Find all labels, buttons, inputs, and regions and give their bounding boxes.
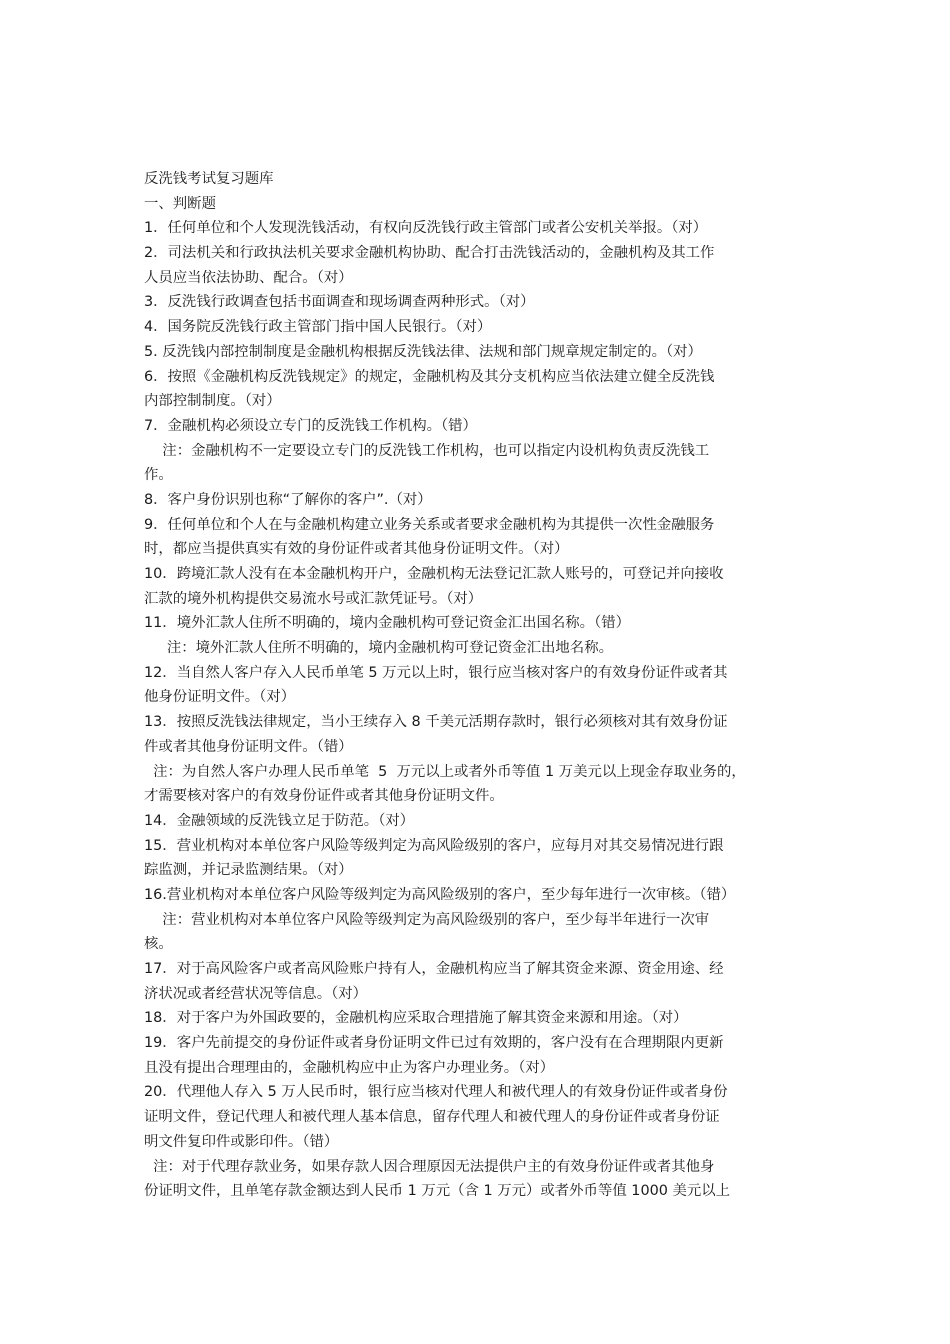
section-heading: 一、判断题 bbox=[144, 195, 216, 212]
text-line: 4．国务院反洗钱行政主管部门指中国人民银行。（对） bbox=[144, 319, 492, 336]
text-line: 3．反洗钱行政调查包括书面调查和现场调查两种形式。（对） bbox=[144, 294, 535, 311]
text-line: 13．按照反洗钱法律规定，当小王续存入 8 千美元活期存款时，银行必须核对其有效身份证 bbox=[144, 714, 728, 731]
text-line: 时，都应当提供真实有效的身份证件或者其他身份证明文件。（对） bbox=[144, 541, 569, 558]
question-list bbox=[144, 216, 810, 1204]
text-line: 证明文件，登记代理人和被代理人基本信息，留存代理人和被代理人的身份证件或者身份证 bbox=[144, 1109, 720, 1126]
text-line: 且没有提出合理理由的，金融机构应中止为客户办理业务。（对） bbox=[144, 1059, 555, 1076]
text-line: 8．客户身份识别也称“了解你的客户”.（对） bbox=[144, 491, 432, 508]
document-title: 反洗钱考试复习题库 bbox=[144, 171, 274, 187]
text-line: 15．营业机构对本单位客户风险等级判定为高风险级别的客户，应每月对其交易情况进行跟 bbox=[144, 837, 724, 854]
text-line: 6．按照《金融机构反洗钱规定》的规定，金融机构及其分支机构应当依法建立健全反洗钱 bbox=[144, 368, 715, 385]
text-line: 作。 bbox=[144, 467, 173, 484]
text-line: 注：境外汇款人住所不明确的，境内金融机构可登记资金汇出地名称。 bbox=[144, 640, 613, 657]
text-line: 汇款的境外机构提供交易流水号或汇款凭证号。（对） bbox=[144, 590, 483, 607]
text-line: 注：营业机构对本单位客户风险等级判定为高风险级别的客户，至少每半年进行一次审 bbox=[144, 911, 710, 928]
text-line: 18．对于客户为外国政要的，金融机构应采取合理措施了解其资金来源和用途。（对） bbox=[144, 1010, 688, 1027]
text-line: 他身份证明文件。（对） bbox=[144, 689, 296, 706]
text-line: 注：金融机构不一定要设立专门的反洗钱工作机构，也可以指定内设机构负责反洗钱工 bbox=[144, 442, 710, 459]
text-line: 核。 bbox=[144, 936, 173, 953]
text-line: 济状况或者经营状况等信息。（对） bbox=[144, 985, 368, 1002]
text-line: 5. 反洗钱内部控制制度是金融机构根据反洗钱法律、法规和部门规章规定制定的。（对） bbox=[144, 343, 702, 360]
text-line: 2．司法机关和行政执法机关要求金融机构协助、配合打击洗钱活动的，金融机构及其工作 bbox=[144, 245, 715, 262]
text-line: 11．境外汇款人住所不明确的，境内金融机构可登记资金汇出国名称。（错） bbox=[144, 615, 631, 632]
text-line: 内部控制制度。（对） bbox=[144, 393, 281, 410]
text-line: 份证明文件，且单笔存款金额达到人民币 1 万元（含 1 万元）或者外币等值 1000 美元以上 bbox=[144, 1183, 731, 1200]
text-line: 人员应当依法协助、配合。（对） bbox=[144, 269, 353, 286]
text-line: 12．当自然人客户存入人民币单笔 5 万元以上时，银行应当核对客户的有效身份证件或者其 bbox=[144, 664, 728, 681]
document-body bbox=[144, 167, 810, 1204]
text-line: 1．任何单位和个人发现洗钱活动，有权向反洗钱行政主管部门或者公安机关举报。（对） bbox=[144, 220, 708, 237]
text-line: 10．跨境汇款人没有在本金融机构开户，金融机构无法登记汇款人账号的，可登记并向接收 bbox=[144, 566, 724, 582]
text-line: 件或者其他身份证明文件。（错） bbox=[144, 738, 353, 755]
text-line: 注：为自然人客户办理人民币单笔 5 万元以上或者外币等值 1 万美元以上现金存取业务的， bbox=[144, 763, 746, 780]
text-line: 20．代理他人存入 5 万人民币时，银行应当核对代理人和被代理人的有效身份证件或者身份 bbox=[144, 1084, 728, 1101]
text-line: 7．金融机构必须设立专门的反洗钱工作机构。（错） bbox=[144, 417, 477, 434]
text-line: 19．客户先前提交的身份证件或者身份证明文件已过有效期的，客户没有在合理期限内更新 bbox=[144, 1035, 724, 1052]
text-line: 注：对于代理存款业务，如果存款人因合理原因无法提供户主的有效身份证件或者其他身 bbox=[144, 1158, 715, 1175]
text-line: 16.营业机构对本单位客户风险等级判定为高风险级别的客户，至少每年进行一次审核。（错） bbox=[144, 886, 736, 903]
text-line: 明文件复印件或影印件。（错） bbox=[144, 1133, 339, 1150]
text-line: 9．任何单位和个人在与金融机构建立业务关系或者要求金融机构为其提供一次性金融服务 bbox=[144, 516, 715, 533]
text-line: 14．金融领域的反洗钱立足于防范。（对） bbox=[144, 812, 415, 829]
text-line: 才需要核对客户的有效身份证件或者其他身份证明文件。 bbox=[144, 788, 504, 805]
text-line: 17．对于高风险客户或者高风险账户持有人，金融机构应当了解其资金来源、资金用途、经 bbox=[144, 961, 724, 977]
text-line: 踪监测，并记录监测结果。（对） bbox=[144, 862, 353, 879]
